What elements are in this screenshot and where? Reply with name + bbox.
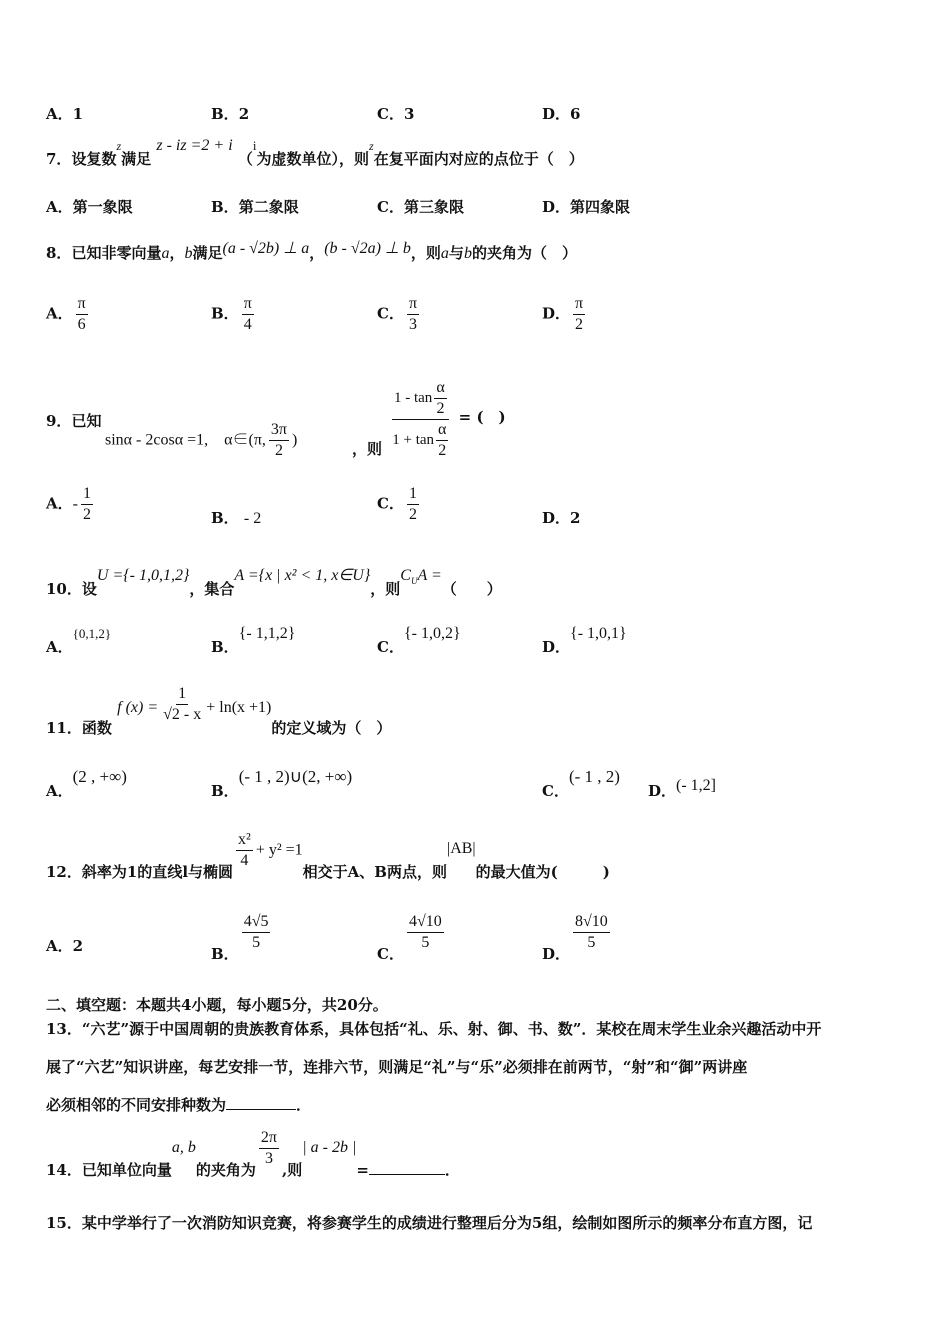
q8-option-d: D． $\frac{\pi}{2}$ [542,295,584,333]
q6-option-d: D．6 [542,105,581,123]
answer-blank[interactable] [369,1158,445,1175]
q12-option-d: D． $\frac{8√10}{5}$ [542,913,608,963]
q11-stem: 11．函数 f (x) = $\frac{1}{√2 - x}$ + ln(x +1)的定义域为（ ） [46,685,392,737]
q10-stem: 10．设U ={- 1,0,1,2}，集合A ={x | x² < 1, x∈U}，则CUA =（ ） [46,567,502,598]
q12-option-b: B． $\frac{4√5}{5}$ [211,913,269,963]
fraction: $\frac{3\pi}{2}$ [270,421,287,459]
fraction: $\frac{1}{2}$ [408,485,417,523]
q9-option-a: A．- $\frac{1}{2}$ [46,485,91,523]
q10-option-d: D．{- 1,0,1} [542,625,627,656]
fraction: $\frac{2\pi}{3}$ [260,1129,277,1167]
q8-option-c: C． $\frac{\pi}{3}$ [377,295,418,333]
q8-option-b: B． $\frac{\pi}{4}$ [211,295,252,333]
half-fraction: $\frac{\alpha}{2}$ [438,421,447,459]
q8-stem: 8．已知非零向量a，b满足(a - √2b) ⊥ a，(b - √2a) ⊥ b，则a与b的夹角为（ ） [46,240,577,262]
q12-option-c: C． $\frac{4√10}{5}$ [377,913,442,963]
main-fraction: 1 - tan $\frac{\alpha}{2}$ 1 + tan $\frac{\alpha}{2}$ [390,378,450,461]
q9-option-c: C． $\frac{1}{2}$ [377,485,417,523]
q12-stem: 12．斜率为1的直线l与椭圆 $\frac{\text{x²}}{4}$ + y² =1相交于A、B两点，则|AB|的最大值为( ) [46,831,610,881]
q9-expression: ，则 1 - tan $\frac{\alpha}{2}$ 1 + tan $\frac{\alpha}{2}$ = ( ) [352,379,506,459]
q10-option-c: C．{- 1,0,2} [377,625,461,656]
q11-option-c: C．(- 1 , 2) [542,767,620,800]
q9-condition: sinα - 2cosα =1, α∈(π, $\frac{3\pi}{2}$ ) [105,421,298,459]
fraction: $\frac{4√5}{5}$ [243,913,269,951]
fraction: $\frac{\text{x²}}{4}$ [238,831,251,869]
q9-stem: 9．已知 [46,412,102,430]
q7-stem: 7．设复数$^z$满足 z - iz =2 + i （i为虚数单位），则$^z$在复平面内对应的点位于（ ） [46,137,584,168]
q11-option-a: A．(2 , +∞) [46,767,127,800]
q9-option-d: D．2 [542,509,581,527]
q11-option-b: B．(- 1 , 2)∪(2, +∞) [211,767,353,800]
q6-option-b: B．2 [211,105,250,123]
q7-option-a: A．第一象限 [46,198,133,216]
q9-option-b: B． - 2 [211,509,262,527]
fraction: $\frac{4√10}{5}$ [408,913,442,951]
answer-blank[interactable] [226,1093,296,1110]
q6-option-a: A．1 [46,105,84,123]
q15-stem: 15．某中学举行了一次消防知识竞赛，将参赛学生的成绩进行整理后分为5组，绘制如图所示的频率分布直方图，记 [46,1214,813,1232]
fraction: $\frac{1}{2}$ [82,485,91,523]
fraction: $\frac{\pi}{6}$ [77,295,86,333]
half-fraction: $\frac{\alpha}{2}$ [436,379,445,417]
q11-option-d: D．(- 1,2] [648,777,716,800]
q7-option-c: C．第三象限 [377,198,464,216]
fraction: $\frac{\pi}{4}$ [243,295,252,333]
q7-option-d: D．第四象限 [542,198,631,216]
q13-stem: 13．“六艺”源于中国周朝的贵族教育体系，具体包括“礼、乐、射、御、书、数”．某校在周末学生业余兴趣活动中开 展了“六艺”知识讲座，每艺安排一节，连排六节，则满足“礼”与“乐”必须排在前两节，“射”和“御”两讲座 必须相邻的不同安排种数为 ． [46,1020,822,1114]
fraction: $\frac{8√10}{5}$ [575,913,608,951]
fraction: $\frac{\pi}{2}$ [575,295,584,333]
q7-option-b: B．第二象限 [211,198,299,216]
q6-option-c: C．3 [377,105,415,123]
q8-option-a: A． $\frac{\pi}{6}$ [46,295,86,333]
fraction: $\frac{\pi}{3}$ [408,295,418,333]
fraction: $\frac{1}{√2 - x}$ [163,685,202,723]
q10-option-a: A．{0,1,2} [46,626,112,656]
section-heading-fill-in: 二、填空题：本题共4小题，每小题5分，共20分。 [46,996,388,1014]
q10-option-b: B．{- 1,1,2} [211,625,296,656]
q14-stem: 14．已知单位向量a, b的夹角为 $\frac{2\pi}{3}$ ,则| a - 2b |= ． [46,1129,460,1179]
q12-option-a: A．2 [46,937,84,955]
